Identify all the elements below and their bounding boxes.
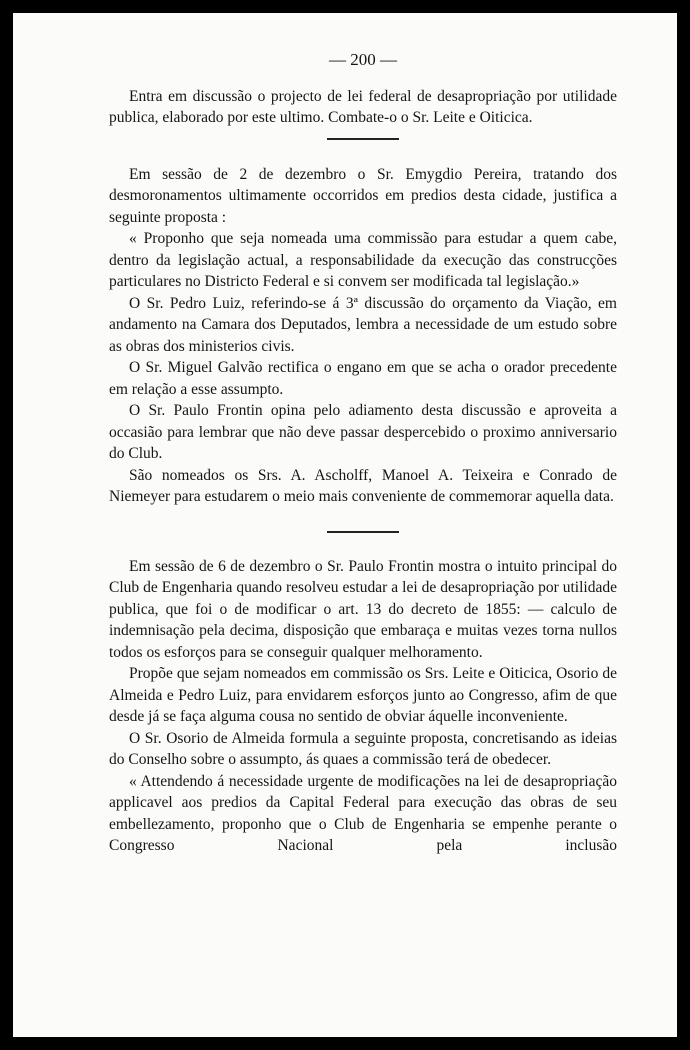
- paragraph: Em sessão de 2 de dezembro o Sr. Emygdio Pereira, tratando dos desmoronamentos ultimamente occorridos em predios desta cidade, justifica a seguinte proposta :: [109, 165, 617, 226]
- page-content: [109, 49, 617, 857]
- section-divider: [327, 138, 399, 140]
- paragraph: Em sessão de 6 de dezembro o Sr. Paulo Frontin mostra o intuito principal do Club de Engenharia quando resolveu estudar a lei de desapropriação por utilidade publica, que foi o de modificar o art. 13 do decreto de 1855: — calculo de indemnisação pela decima, disposição que embaraça e muitas vezes torna nullos todos os esforços para se conseguir qualquer melhoramento.: [109, 557, 617, 661]
- paragraph: O Sr. Miguel Galvão rectifica o engano em que se acha o orador precedente em relação a esse assumpto.: [109, 359, 617, 398]
- paragraph-quote: « Proponho que seja nomeada uma commissão para estudar a quem cabe, dentro da legislação actual, a responsabilidade da execução das construcções particulares no Districto Federal e si convem ser modificada tal legislação.»: [109, 230, 617, 290]
- paragraph: São nomeados os Srs. A. Ascholff, Manoel A. Teixeira e Conrado de Niemeyer para estudarem o meio mais conveniente de commemorar aquella data.: [109, 466, 617, 505]
- paragraph-quote: « Attendendo á necessidade urgente de modificações na lei de desapropriação applicavel aos predios da Capital Federal para execução das obras de seu embellezamento, proponho que o Club de Engenharia se empenhe perante o Congresso Nacional pela inclusão: [109, 772, 617, 854]
- paragraph: Propõe que sejam nomeados em commissão os Srs. Leite e Oiticica, Osorio de Almeida e Pedro Luiz, para envidarem esforços junto ao Congresso, afim de que desde já se faça alguma cousa no sentido de obviar áquelle inconveniente.: [109, 665, 617, 725]
- paragraph: O Sr. Osorio de Almeida formula a seguinte proposta, concretisando as ideias do Conselho sobre o assumpto, ás quaes a commissão terá de obedecer.: [109, 729, 617, 768]
- page-number: — 200 —: [329, 50, 397, 69]
- section-divider: [327, 531, 399, 533]
- paragraph-intro: Entra em discussão o projecto de lei federal de desapropriação por utilidade publica, elaborado por este ultimo. Combate-o o Sr. Leite e Oiticica.: [109, 87, 617, 126]
- book-page: [13, 13, 677, 1037]
- paragraph: O Sr. Paulo Frontin opina pelo adiamento desta discussão e aproveita a occasião para lembrar que não deve passar despercebido o proximo anniversario do Club.: [109, 402, 617, 462]
- paragraph: O Sr. Pedro Luiz, referindo-se á 3ª discussão do orçamento da Viação, em andamento na Camara dos Deputados, lembra a necessidade de um estudo sobre as obras dos ministerios civis.: [109, 294, 617, 355]
